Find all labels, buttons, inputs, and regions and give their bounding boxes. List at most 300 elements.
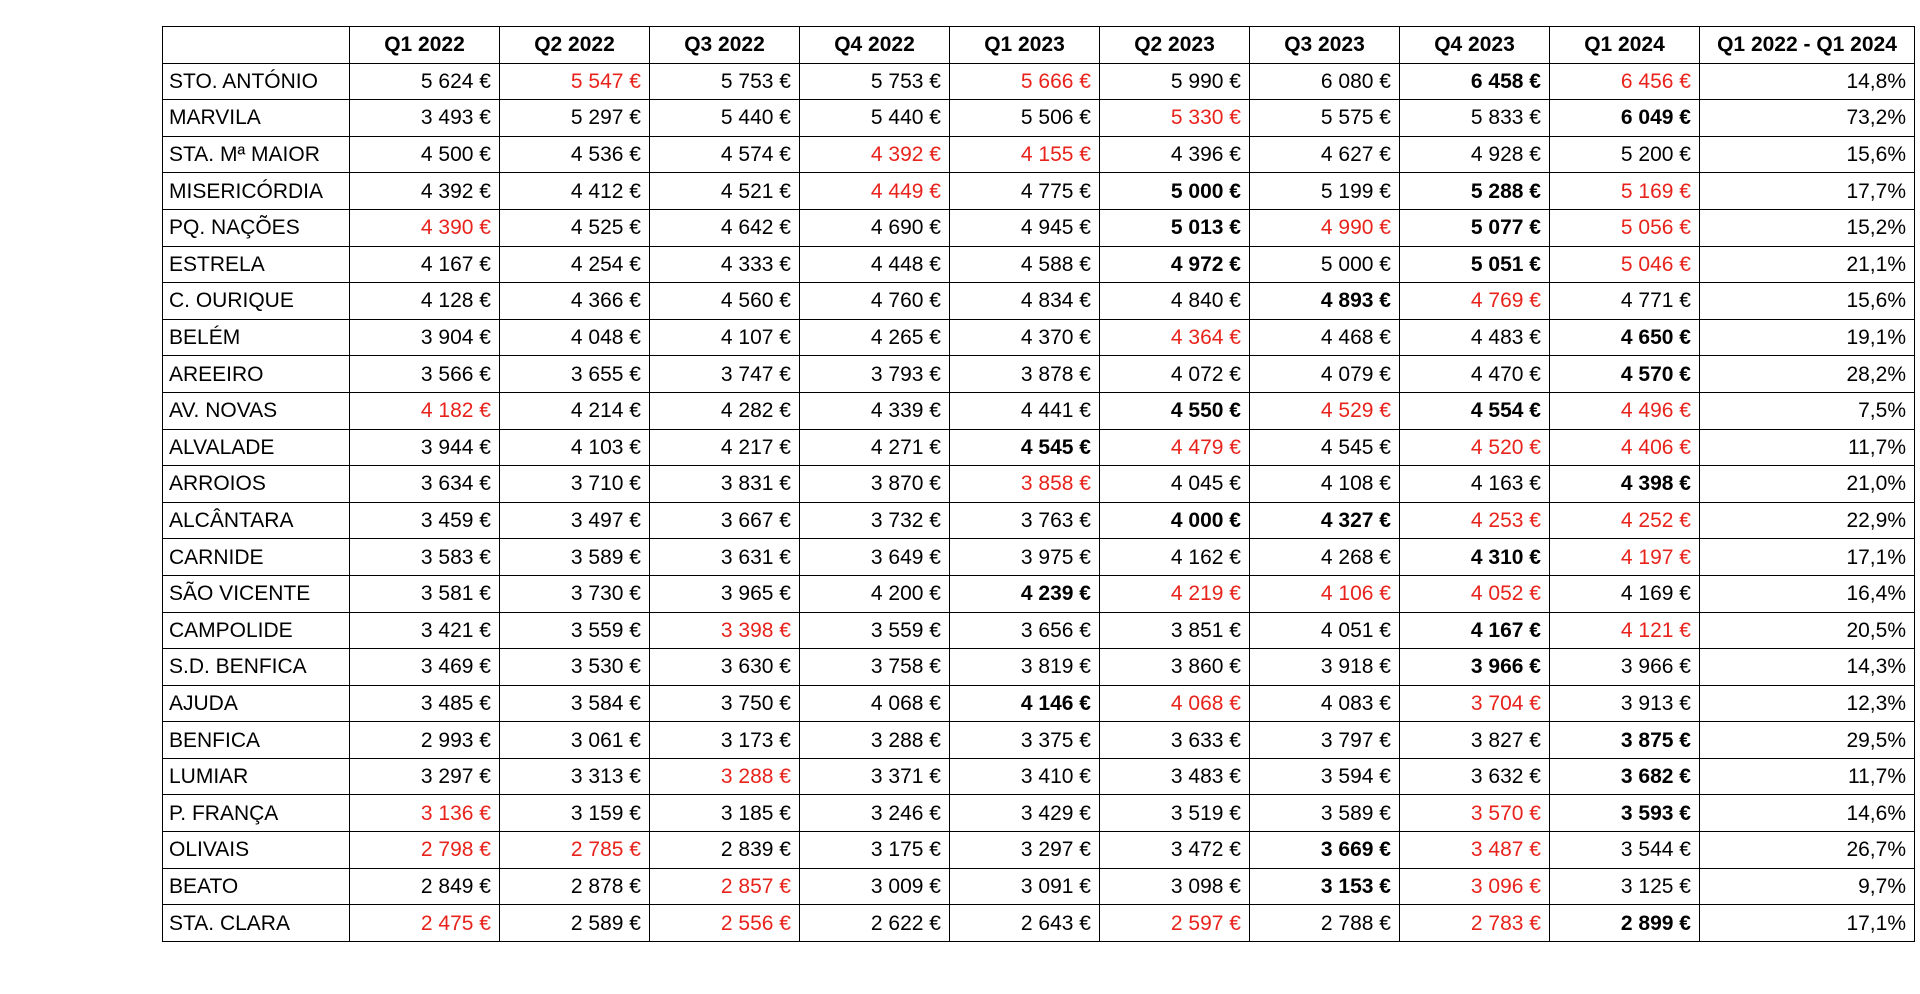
price-cell: 3 875 € <box>1550 722 1700 759</box>
price-cell: 3 493 € <box>350 100 500 137</box>
price-cell: 3 649 € <box>800 539 950 576</box>
price-cell: 3 371 € <box>800 758 950 795</box>
price-cell: 3 878 € <box>950 356 1100 393</box>
price-cell: 4 068 € <box>800 685 950 722</box>
change-cell: 7,5% <box>1700 392 1915 429</box>
parish-name: ALCÂNTARA <box>163 502 350 539</box>
parish-name: STA. Mª MAIOR <box>163 136 350 173</box>
price-cell: 3 589 € <box>500 539 650 576</box>
parish-name: CARNIDE <box>163 539 350 576</box>
price-cell: 5 297 € <box>500 100 650 137</box>
change-cell: 15,2% <box>1700 209 1915 246</box>
price-cell: 3 831 € <box>650 466 800 503</box>
parish-name: STA. CLARA <box>163 905 350 942</box>
price-cell: 3 858 € <box>950 466 1100 503</box>
price-cell: 3 125 € <box>1550 868 1700 905</box>
table-row <box>163 356 1915 393</box>
price-cell: 4 167 € <box>350 246 500 283</box>
price-cell: 3 061 € <box>500 722 650 759</box>
price-cell: 4 574 € <box>650 136 800 173</box>
price-cell: 6 049 € <box>1550 100 1700 137</box>
price-cell: 3 682 € <box>1550 758 1700 795</box>
table-row <box>163 502 1915 539</box>
table-row <box>163 575 1915 612</box>
header-cell-q4-2023: Q4 2023 <box>1400 27 1550 64</box>
price-cell: 4 072 € <box>1100 356 1250 393</box>
price-cell: 3 288 € <box>650 758 800 795</box>
table-row <box>163 429 1915 466</box>
header-cell-q1-2023: Q1 2023 <box>950 27 1100 64</box>
price-cell: 3 589 € <box>1250 795 1400 832</box>
price-cell: 4 254 € <box>500 246 650 283</box>
price-cell: 3 584 € <box>500 685 650 722</box>
parish-name: SÃO VICENTE <box>163 575 350 612</box>
price-cell: 4 108 € <box>1250 466 1400 503</box>
price-cell: 5 575 € <box>1250 100 1400 137</box>
price-cell: 3 594 € <box>1250 758 1400 795</box>
price-cell: 4 990 € <box>1250 209 1400 246</box>
header-cell-q2-2023: Q2 2023 <box>1100 27 1250 64</box>
price-cell: 3 631 € <box>650 539 800 576</box>
parish-name: PQ. NAÇÕES <box>163 209 350 246</box>
price-cell: 3 904 € <box>350 319 500 356</box>
change-cell: 14,3% <box>1700 649 1915 686</box>
price-cell: 4 282 € <box>650 392 800 429</box>
price-cell: 4 219 € <box>1100 575 1250 612</box>
price-cell: 3 421 € <box>350 612 500 649</box>
change-cell: 16,4% <box>1700 575 1915 612</box>
price-cell: 4 412 € <box>500 173 650 210</box>
price-cell: 4 252 € <box>1550 502 1700 539</box>
price-cell: 5 330 € <box>1100 100 1250 137</box>
price-cell: 4 834 € <box>950 283 1100 320</box>
price-cell: 4 106 € <box>1250 575 1400 612</box>
price-cell: 3 185 € <box>650 795 800 832</box>
price-cell: 5 288 € <box>1400 173 1550 210</box>
table-row <box>163 795 1915 832</box>
price-cell: 3 747 € <box>650 356 800 393</box>
price-cell: 4 392 € <box>800 136 950 173</box>
price-cell: 3 750 € <box>650 685 800 722</box>
price-cell: 4 068 € <box>1100 685 1250 722</box>
price-cell: 3 656 € <box>950 612 1100 649</box>
parish-name: MARVILA <box>163 100 350 137</box>
price-cell: 3 566 € <box>350 356 500 393</box>
price-cell: 3 398 € <box>650 612 800 649</box>
price-cell: 3 497 € <box>500 502 650 539</box>
change-cell: 14,6% <box>1700 795 1915 832</box>
price-cell: 2 597 € <box>1100 905 1250 942</box>
price-cell: 3 758 € <box>800 649 950 686</box>
price-cell: 3 632 € <box>1400 758 1550 795</box>
price-cell: 3 655 € <box>500 356 650 393</box>
price-cell: 3 429 € <box>950 795 1100 832</box>
price-cell: 3 793 € <box>800 356 950 393</box>
price-cell: 4 048 € <box>500 319 650 356</box>
price-cell: 4 167 € <box>1400 612 1550 649</box>
price-cell: 4 840 € <box>1100 283 1250 320</box>
price-cell: 4 217 € <box>650 429 800 466</box>
table-row <box>163 868 1915 905</box>
price-cell: 4 200 € <box>800 575 950 612</box>
price-cell: 3 633 € <box>1100 722 1250 759</box>
table-row <box>163 392 1915 429</box>
change-cell: 19,1% <box>1700 319 1915 356</box>
price-cell: 3 297 € <box>950 832 1100 869</box>
price-cell: 3 519 € <box>1100 795 1250 832</box>
price-cell: 3 009 € <box>800 868 950 905</box>
price-cell: 3 098 € <box>1100 868 1250 905</box>
price-cell: 2 878 € <box>500 868 650 905</box>
price-cell: 4 051 € <box>1250 612 1400 649</box>
header-cell-change: Q1 2022 - Q1 2024 <box>1700 27 1915 64</box>
price-cell: 4 627 € <box>1250 136 1400 173</box>
price-cell: 5 624 € <box>350 63 500 100</box>
change-cell: 15,6% <box>1700 283 1915 320</box>
parish-name: CAMPOLIDE <box>163 612 350 649</box>
change-cell: 29,5% <box>1700 722 1915 759</box>
change-cell: 21,1% <box>1700 246 1915 283</box>
price-cell: 3 669 € <box>1250 832 1400 869</box>
price-cell: 5 440 € <box>650 100 800 137</box>
price-cell: 3 870 € <box>800 466 950 503</box>
change-cell: 17,1% <box>1700 905 1915 942</box>
price-cell: 4 520 € <box>1400 429 1550 466</box>
price-cell: 3 246 € <box>800 795 950 832</box>
change-cell: 11,7% <box>1700 429 1915 466</box>
price-cell: 5 440 € <box>800 100 950 137</box>
price-cell: 3 559 € <box>500 612 650 649</box>
table-row <box>163 722 1915 759</box>
price-cell: 4 163 € <box>1400 466 1550 503</box>
price-cell: 3 763 € <box>950 502 1100 539</box>
price-cell: 3 827 € <box>1400 722 1550 759</box>
price-cell: 3 704 € <box>1400 685 1550 722</box>
price-cell: 3 667 € <box>650 502 800 539</box>
price-cell: 4 690 € <box>800 209 950 246</box>
price-cell: 5 199 € <box>1250 173 1400 210</box>
price-cell: 4 570 € <box>1550 356 1700 393</box>
parish-name: AV. NOVAS <box>163 392 350 429</box>
header-cell-q3-2022: Q3 2022 <box>650 27 800 64</box>
price-cell: 3 918 € <box>1250 649 1400 686</box>
price-cell: 2 993 € <box>350 722 500 759</box>
price-cell: 4 500 € <box>350 136 500 173</box>
header-row <box>163 27 1915 64</box>
price-cell: 3 559 € <box>800 612 950 649</box>
price-cell: 5 547 € <box>500 63 650 100</box>
price-cell: 5 000 € <box>1100 173 1250 210</box>
price-cell: 4 529 € <box>1250 392 1400 429</box>
parish-name: ESTRELA <box>163 246 350 283</box>
change-cell: 26,7% <box>1700 832 1915 869</box>
price-cell: 4 121 € <box>1550 612 1700 649</box>
price-cell: 4 972 € <box>1100 246 1250 283</box>
price-cell: 3 485 € <box>350 685 500 722</box>
change-cell: 12,3% <box>1700 685 1915 722</box>
table-row <box>163 173 1915 210</box>
parish-name: BEATO <box>163 868 350 905</box>
table-body <box>163 63 1915 941</box>
price-cell: 5 056 € <box>1550 209 1700 246</box>
price-cell: 3 913 € <box>1550 685 1700 722</box>
price-cell: 4 268 € <box>1250 539 1400 576</box>
header-cell-q4-2022: Q4 2022 <box>800 27 950 64</box>
price-cell: 3 851 € <box>1100 612 1250 649</box>
price-cell: 4 545 € <box>1250 429 1400 466</box>
price-cell: 4 169 € <box>1550 575 1700 612</box>
price-cell: 4 496 € <box>1550 392 1700 429</box>
price-cell: 6 080 € <box>1250 63 1400 100</box>
price-cell: 3 570 € <box>1400 795 1550 832</box>
price-cell: 4 650 € <box>1550 319 1700 356</box>
price-cell: 4 045 € <box>1100 466 1250 503</box>
price-cell: 2 783 € <box>1400 905 1550 942</box>
price-cell: 5 666 € <box>950 63 1100 100</box>
price-cell: 4 128 € <box>350 283 500 320</box>
price-cell: 4 392 € <box>350 173 500 210</box>
price-cell: 3 487 € <box>1400 832 1550 869</box>
price-cell: 4 310 € <box>1400 539 1550 576</box>
price-cell: 3 159 € <box>500 795 650 832</box>
price-cell: 4 197 € <box>1550 539 1700 576</box>
price-table <box>162 26 1915 942</box>
change-cell: 22,9% <box>1700 502 1915 539</box>
price-cell: 4 775 € <box>950 173 1100 210</box>
price-cell: 3 472 € <box>1100 832 1250 869</box>
price-cell: 3 593 € <box>1550 795 1700 832</box>
price-cell: 4 182 € <box>350 392 500 429</box>
parish-name: S.D. BENFICA <box>163 649 350 686</box>
table-row <box>163 758 1915 795</box>
price-cell: 3 410 € <box>950 758 1100 795</box>
price-cell: 4 396 € <box>1100 136 1250 173</box>
table-row <box>163 905 1915 942</box>
price-cell: 3 965 € <box>650 575 800 612</box>
table-row <box>163 246 1915 283</box>
price-cell: 3 732 € <box>800 502 950 539</box>
price-cell: 2 556 € <box>650 905 800 942</box>
price-cell: 3 630 € <box>650 649 800 686</box>
table-row <box>163 209 1915 246</box>
price-cell: 5 000 € <box>1250 246 1400 283</box>
table-row <box>163 100 1915 137</box>
price-cell: 4 468 € <box>1250 319 1400 356</box>
price-cell: 5 506 € <box>950 100 1100 137</box>
price-cell: 4 769 € <box>1400 283 1550 320</box>
price-cell: 4 554 € <box>1400 392 1550 429</box>
price-cell: 4 083 € <box>1250 685 1400 722</box>
price-cell: 3 634 € <box>350 466 500 503</box>
price-cell: 5 833 € <box>1400 100 1550 137</box>
price-cell: 4 398 € <box>1550 466 1700 503</box>
price-cell: 4 103 € <box>500 429 650 466</box>
price-cell: 3 288 € <box>800 722 950 759</box>
change-cell: 17,7% <box>1700 173 1915 210</box>
price-cell: 4 079 € <box>1250 356 1400 393</box>
header-cell-q3-2023: Q3 2023 <box>1250 27 1400 64</box>
price-cell: 4 483 € <box>1400 319 1550 356</box>
price-cell: 4 000 € <box>1100 502 1250 539</box>
parish-name: MISERICÓRDIA <box>163 173 350 210</box>
change-cell: 21,0% <box>1700 466 1915 503</box>
parish-name: ARROIOS <box>163 466 350 503</box>
price-cell: 4 550 € <box>1100 392 1250 429</box>
price-cell: 3 944 € <box>350 429 500 466</box>
price-cell: 4 271 € <box>800 429 950 466</box>
price-cell: 6 456 € <box>1550 63 1700 100</box>
price-cell: 3 297 € <box>350 758 500 795</box>
price-cell: 5 051 € <box>1400 246 1550 283</box>
parish-name: STO. ANTÓNIO <box>163 63 350 100</box>
price-cell: 4 588 € <box>950 246 1100 283</box>
price-cell: 4 265 € <box>800 319 950 356</box>
table-row <box>163 319 1915 356</box>
price-cell: 4 642 € <box>650 209 800 246</box>
price-cell: 3 530 € <box>500 649 650 686</box>
price-cell: 4 052 € <box>1400 575 1550 612</box>
price-cell: 4 945 € <box>950 209 1100 246</box>
price-table-container <box>162 26 1915 942</box>
table-row <box>163 832 1915 869</box>
price-cell: 3 096 € <box>1400 868 1550 905</box>
price-cell: 2 899 € <box>1550 905 1700 942</box>
price-cell: 5 169 € <box>1550 173 1700 210</box>
price-cell: 2 785 € <box>500 832 650 869</box>
price-cell: 2 589 € <box>500 905 650 942</box>
price-cell: 4 448 € <box>800 246 950 283</box>
price-cell: 4 162 € <box>1100 539 1250 576</box>
price-cell: 4 364 € <box>1100 319 1250 356</box>
table-row <box>163 649 1915 686</box>
table-row <box>163 539 1915 576</box>
price-cell: 4 560 € <box>650 283 800 320</box>
price-cell: 4 339 € <box>800 392 950 429</box>
parish-name: LUMIAR <box>163 758 350 795</box>
change-cell: 14,8% <box>1700 63 1915 100</box>
price-cell: 3 091 € <box>950 868 1100 905</box>
parish-name: P. FRANÇA <box>163 795 350 832</box>
price-cell: 3 544 € <box>1550 832 1700 869</box>
price-cell: 6 458 € <box>1400 63 1550 100</box>
price-cell: 4 390 € <box>350 209 500 246</box>
price-cell: 5 077 € <box>1400 209 1550 246</box>
price-cell: 3 459 € <box>350 502 500 539</box>
price-cell: 2 798 € <box>350 832 500 869</box>
parish-name: BENFICA <box>163 722 350 759</box>
price-cell: 4 545 € <box>950 429 1100 466</box>
header-cell-blank <box>163 27 350 64</box>
price-cell: 4 107 € <box>650 319 800 356</box>
price-cell: 3 797 € <box>1250 722 1400 759</box>
change-cell: 20,5% <box>1700 612 1915 649</box>
price-cell: 2 857 € <box>650 868 800 905</box>
price-cell: 4 521 € <box>650 173 800 210</box>
price-cell: 4 239 € <box>950 575 1100 612</box>
price-cell: 3 375 € <box>950 722 1100 759</box>
price-cell: 5 200 € <box>1550 136 1700 173</box>
price-cell: 4 771 € <box>1550 283 1700 320</box>
price-cell: 5 753 € <box>650 63 800 100</box>
header-cell-q2-2022: Q2 2022 <box>500 27 650 64</box>
price-cell: 4 479 € <box>1100 429 1250 466</box>
price-cell: 4 760 € <box>800 283 950 320</box>
header-cell-q1-2024: Q1 2024 <box>1550 27 1700 64</box>
change-cell: 17,1% <box>1700 539 1915 576</box>
price-cell: 3 173 € <box>650 722 800 759</box>
price-cell: 3 136 € <box>350 795 500 832</box>
price-cell: 3 313 € <box>500 758 650 795</box>
price-cell: 4 470 € <box>1400 356 1550 393</box>
price-cell: 3 583 € <box>350 539 500 576</box>
change-cell: 73,2% <box>1700 100 1915 137</box>
table-row <box>163 136 1915 173</box>
table-row <box>163 283 1915 320</box>
price-cell: 4 406 € <box>1550 429 1700 466</box>
parish-name: AREEIRO <box>163 356 350 393</box>
parish-name: ALVALADE <box>163 429 350 466</box>
parish-name: OLIVAIS <box>163 832 350 869</box>
price-cell: 4 893 € <box>1250 283 1400 320</box>
price-cell: 3 966 € <box>1400 649 1550 686</box>
price-cell: 4 525 € <box>500 209 650 246</box>
price-cell: 3 819 € <box>950 649 1100 686</box>
price-cell: 5 753 € <box>800 63 950 100</box>
price-cell: 3 483 € <box>1100 758 1250 795</box>
table-row <box>163 612 1915 649</box>
change-cell: 28,2% <box>1700 356 1915 393</box>
price-cell: 5 013 € <box>1100 209 1250 246</box>
price-cell: 2 788 € <box>1250 905 1400 942</box>
price-cell: 4 928 € <box>1400 136 1550 173</box>
parish-name: AJUDA <box>163 685 350 722</box>
price-cell: 4 253 € <box>1400 502 1550 539</box>
price-cell: 3 710 € <box>500 466 650 503</box>
price-cell: 3 153 € <box>1250 868 1400 905</box>
price-cell: 2 849 € <box>350 868 500 905</box>
header-cell-q1-2022: Q1 2022 <box>350 27 500 64</box>
price-cell: 4 441 € <box>950 392 1100 429</box>
price-cell: 5 046 € <box>1550 246 1700 283</box>
parish-name: C. OURIQUE <box>163 283 350 320</box>
parish-name: BELÉM <box>163 319 350 356</box>
price-cell: 4 536 € <box>500 136 650 173</box>
price-cell: 2 643 € <box>950 905 1100 942</box>
price-cell: 4 327 € <box>1250 502 1400 539</box>
price-cell: 3 860 € <box>1100 649 1250 686</box>
price-cell: 3 581 € <box>350 575 500 612</box>
price-cell: 4 449 € <box>800 173 950 210</box>
price-cell: 5 990 € <box>1100 63 1250 100</box>
price-cell: 3 730 € <box>500 575 650 612</box>
price-cell: 2 839 € <box>650 832 800 869</box>
price-cell: 4 155 € <box>950 136 1100 173</box>
price-cell: 4 214 € <box>500 392 650 429</box>
change-cell: 9,7% <box>1700 868 1915 905</box>
change-cell: 15,6% <box>1700 136 1915 173</box>
table-row <box>163 685 1915 722</box>
table-row <box>163 63 1915 100</box>
price-cell: 3 966 € <box>1550 649 1700 686</box>
price-cell: 3 469 € <box>350 649 500 686</box>
price-cell: 4 370 € <box>950 319 1100 356</box>
price-cell: 2 475 € <box>350 905 500 942</box>
change-cell: 11,7% <box>1700 758 1915 795</box>
price-cell: 3 975 € <box>950 539 1100 576</box>
table-row <box>163 466 1915 503</box>
price-cell: 4 333 € <box>650 246 800 283</box>
price-cell: 2 622 € <box>800 905 950 942</box>
